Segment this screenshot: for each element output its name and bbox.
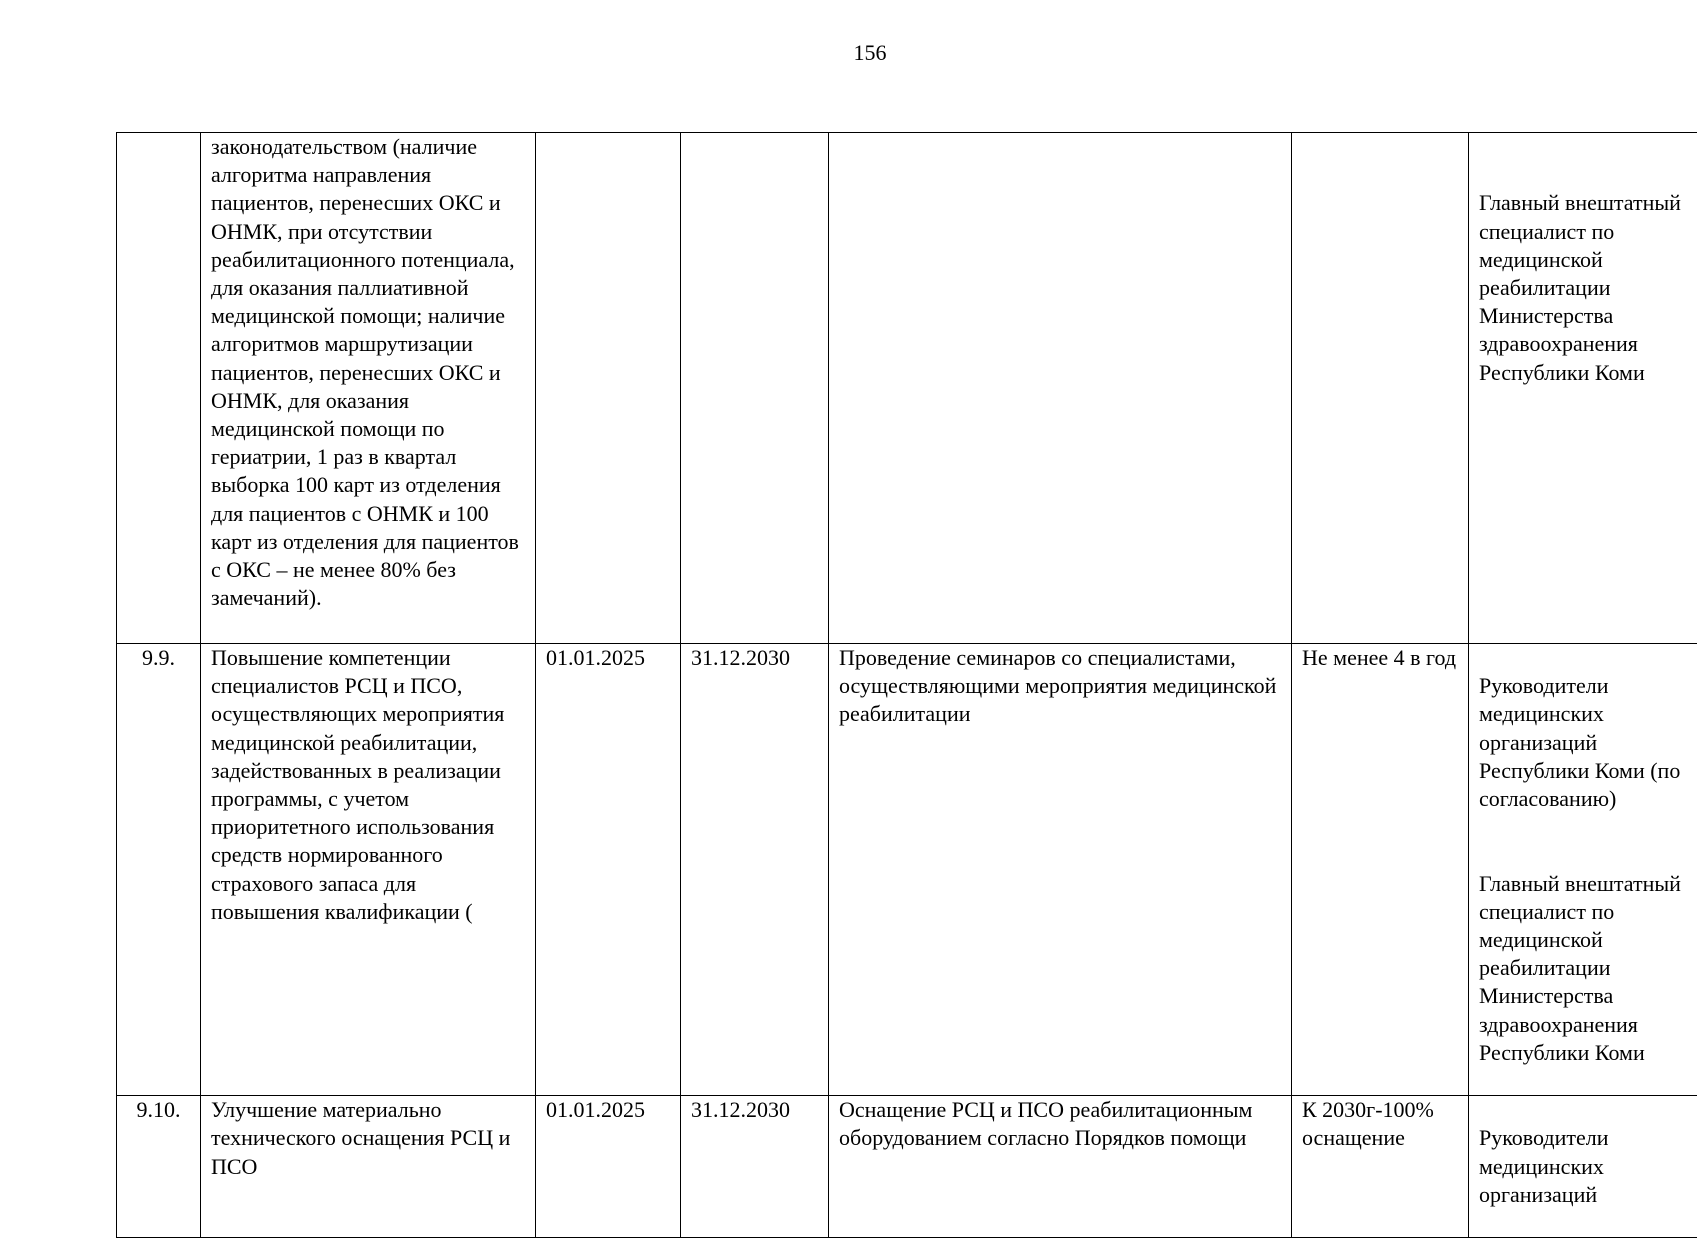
start-date: 01.01.2025 — [536, 644, 681, 1096]
result-text: Проведение семинаров со специалистами, осуществляющими мероприятия медицинской реабилитации — [829, 644, 1292, 1096]
responsible-cell — [1469, 133, 1697, 644]
responsible-text: Руководители медицинских организаций — [1479, 1124, 1697, 1209]
responsible-text: Руководители медицинских организаций Республики Коми (по согласованию) — [1479, 672, 1697, 813]
responsible-cell — [1469, 644, 1697, 1096]
table-row — [117, 1096, 1697, 1238]
start-date — [536, 133, 681, 644]
row-number: 9.9. — [117, 644, 201, 1096]
row-number: 9.10. — [117, 1096, 201, 1238]
responsible-text: Главный внештатный специалист по медицинской реабилитации Министерства здравоохранения Республики Коми — [1479, 870, 1697, 1067]
table-row — [117, 644, 1697, 1096]
indicator-text: К 2030г-100% оснащение — [1292, 1096, 1469, 1238]
measure-text: законодательством (наличие алгоритма направления пациентов, перенесших ОКС и ОНМК, при отсутствии реабилитационного потенциала, для оказания паллиативной медицинской помощи; наличие алгоритмов маршрутизации пациентов, перенесших ОКС и ОНМК, для оказания медицинской помощи по гериатрии, 1 раз в квартал выборка 100 карт из отделения для пациентов с ОНМК и 100 карт из отделения для пациентов с ОКС – не менее 80% без замечаний). — [201, 133, 536, 644]
responsible-text: Главный внештатный специалист по медицинской реабилитации Министерства здравоохранения Республики Коми — [1479, 189, 1697, 386]
measure-text: Повышение компетенции специалистов РСЦ и ПСО, осуществляющих мероприятия медицинской реабилитации, задействованных в реализации программы, с учетом приоритетного использования средств нормированного страхового запаса для повышения квалификации ( — [201, 644, 536, 1096]
start-date: 01.01.2025 — [536, 1096, 681, 1238]
result-text — [829, 133, 1292, 644]
row-number — [117, 133, 201, 644]
measure-text: Улучшение материально технического оснащения РСЦ и ПСО — [201, 1096, 536, 1238]
measures-table — [116, 132, 1697, 1238]
end-date: 31.12.2030 — [681, 1096, 829, 1238]
indicator-text: Не менее 4 в год — [1292, 644, 1469, 1096]
responsible-cell — [1469, 1096, 1697, 1238]
table-row — [117, 133, 1697, 644]
end-date: 31.12.2030 — [681, 644, 829, 1096]
indicator-text — [1292, 133, 1469, 644]
result-text: Оснащение РСЦ и ПСО реабилитационным оборудованием согласно Порядков помощи — [829, 1096, 1292, 1238]
page-number: 156 — [0, 40, 1697, 66]
end-date — [681, 133, 829, 644]
